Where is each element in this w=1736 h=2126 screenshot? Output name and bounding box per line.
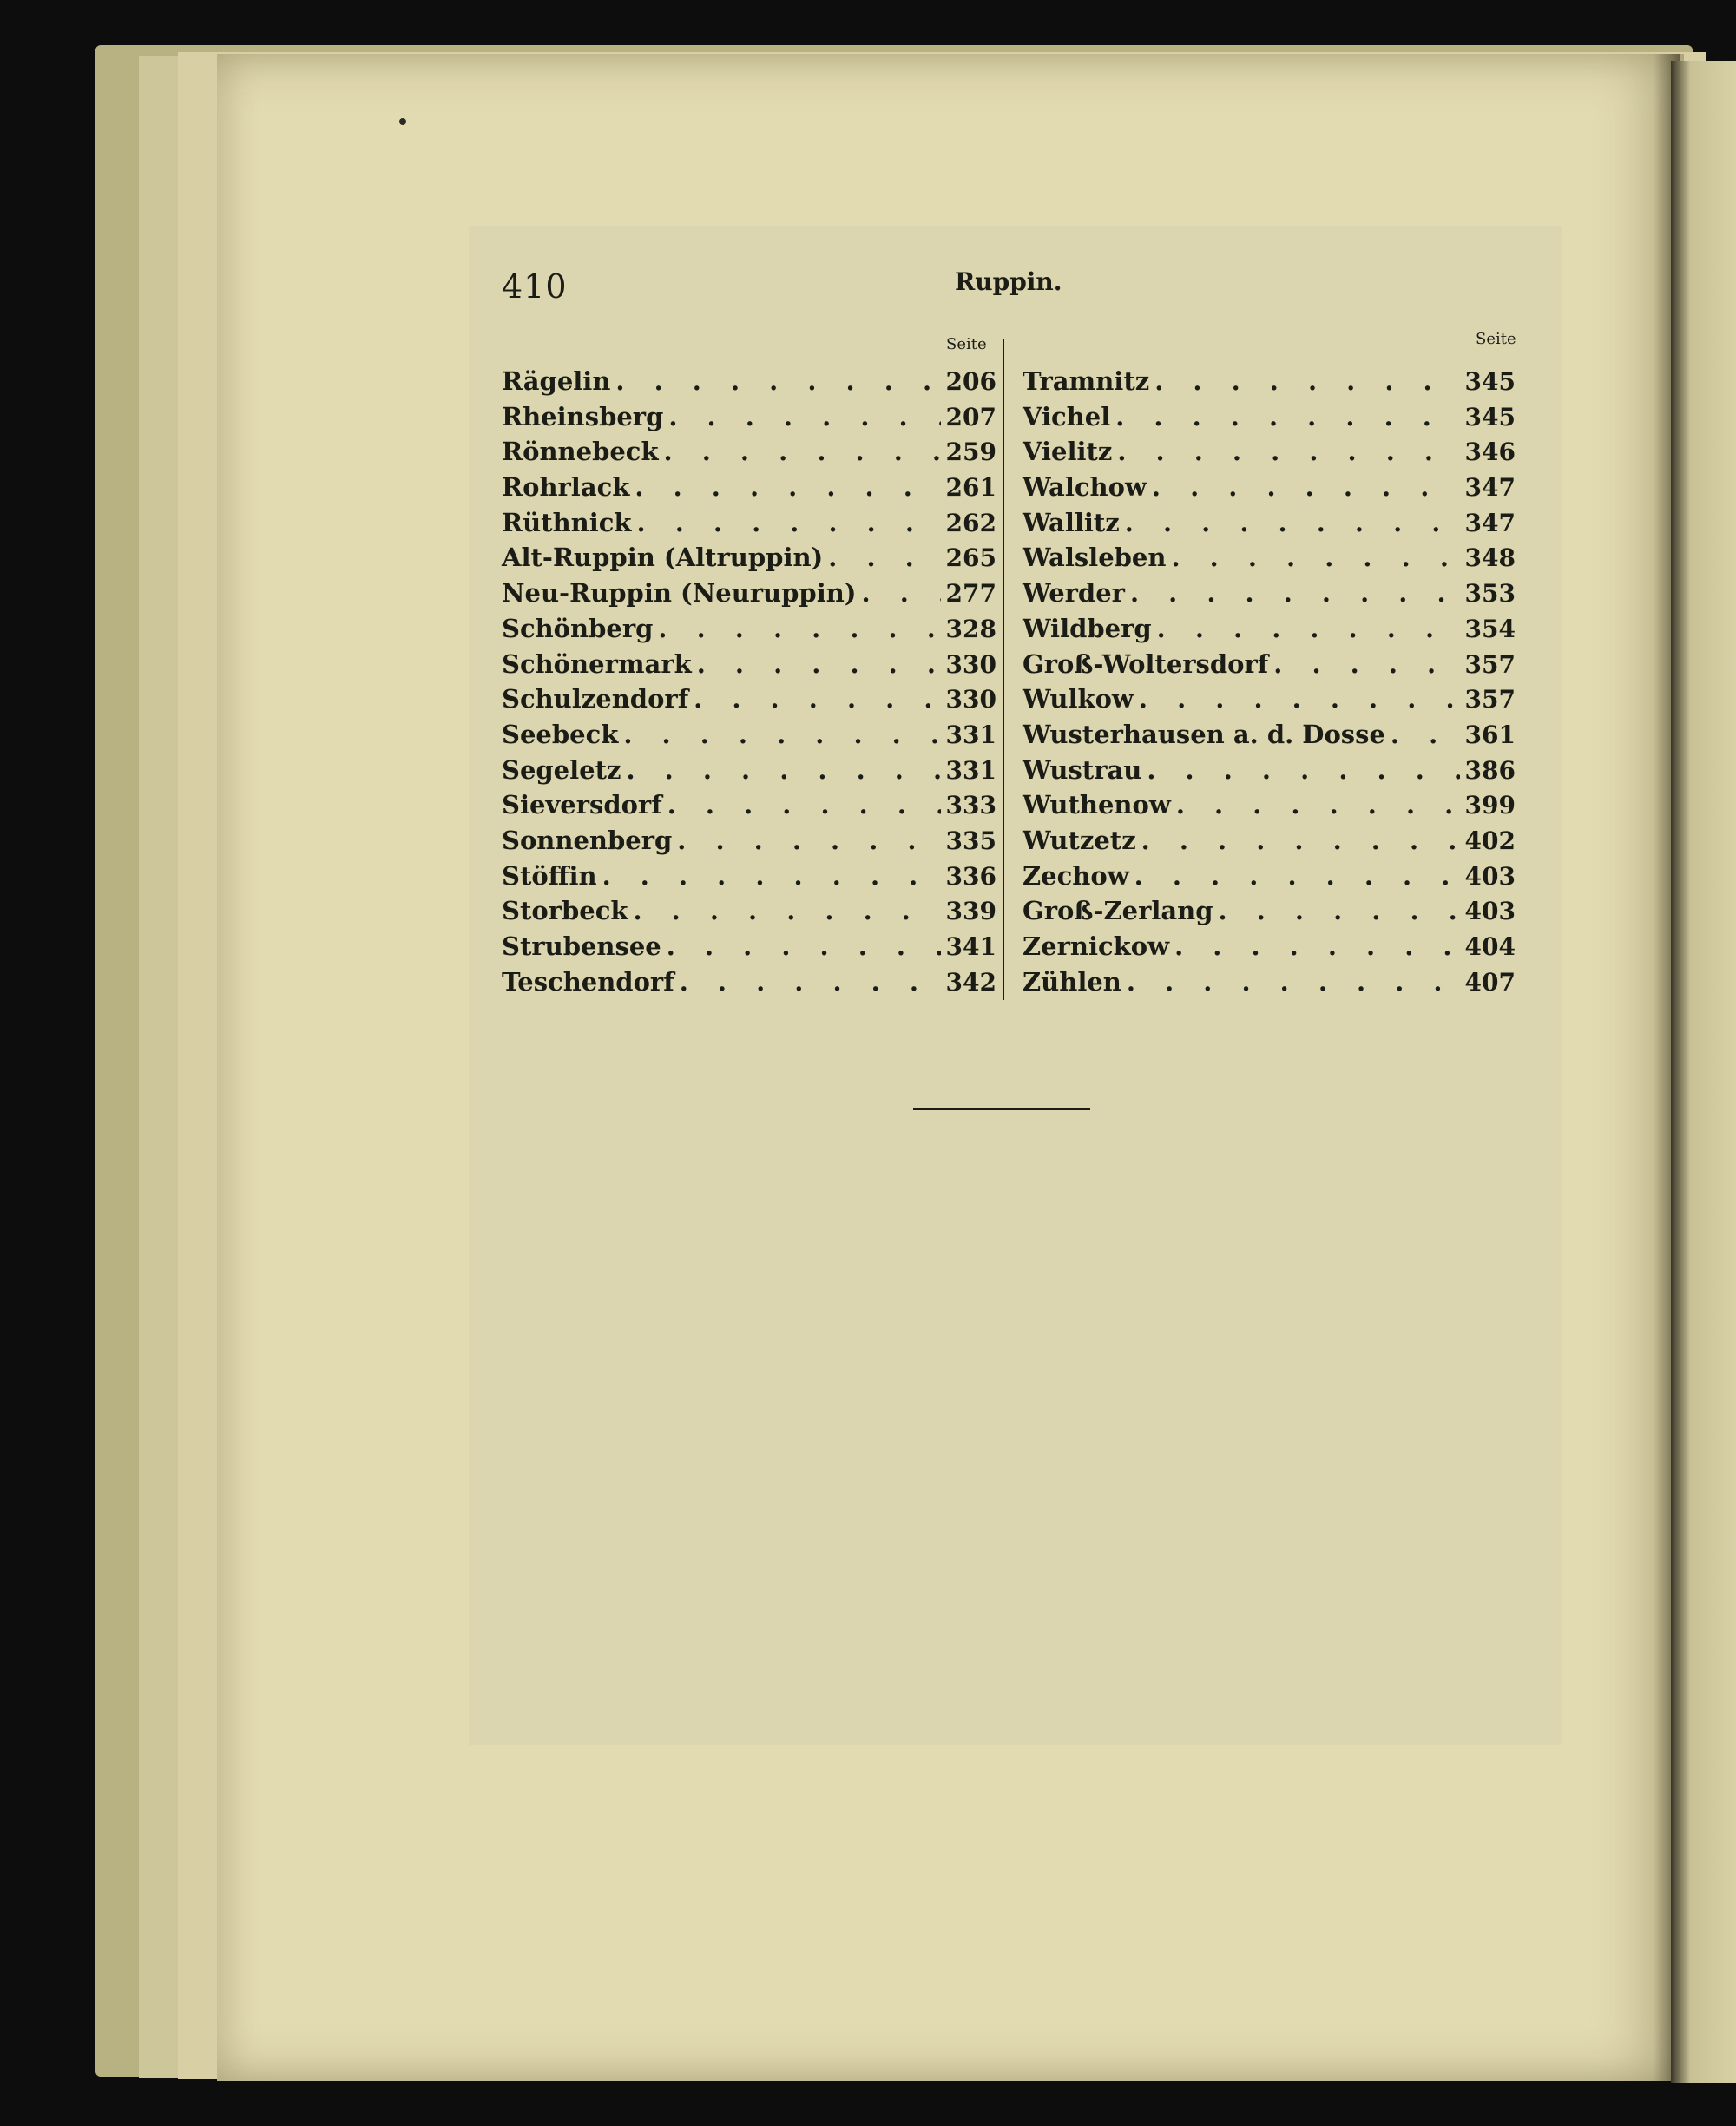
- entry-name: Walchow: [1023, 472, 1147, 503]
- index-entry: [502, 437, 996, 472]
- entry-name: Groß-Woltersdorf: [1023, 648, 1269, 679]
- running-title: Ruppin.: [955, 267, 1062, 296]
- end-rule: [913, 1108, 1090, 1110]
- entry-page: 345: [1464, 402, 1516, 431]
- entry-page: 277: [945, 579, 996, 609]
- entry-page: 345: [1464, 367, 1516, 396]
- entry-name: Wutzetz: [1023, 825, 1136, 855]
- dot-leader: [1130, 578, 1460, 608]
- page-number: 410: [502, 267, 568, 306]
- entry-name: Zernickow: [1023, 931, 1170, 961]
- index-entry: [1023, 896, 1516, 931]
- entry-page: 261: [945, 473, 996, 503]
- dot-leader: [1127, 967, 1460, 997]
- entry-name: Rohrlack: [502, 472, 630, 503]
- dot-leader: [862, 578, 941, 608]
- index-entry: [1023, 508, 1516, 543]
- entry-name: Rägelin: [502, 366, 611, 396]
- entry-name: Sieversdorf: [502, 790, 662, 820]
- ink-speck: [399, 118, 406, 125]
- entry-page: 331: [945, 720, 996, 749]
- entry-page: 342: [945, 967, 996, 997]
- dot-leader: [664, 437, 941, 466]
- entry-page: 262: [945, 508, 996, 537]
- dot-leader: [615, 366, 940, 396]
- index-entry: [1023, 684, 1516, 720]
- index-entry: [502, 826, 996, 861]
- dot-leader: [623, 720, 940, 749]
- entry-page: 354: [1464, 614, 1516, 643]
- index-entry: [1023, 472, 1516, 508]
- entry-page: 330: [945, 685, 996, 714]
- index-entry: [502, 967, 996, 1003]
- entry-name: Teschendorf: [502, 966, 674, 997]
- index-entry: [502, 861, 996, 897]
- dot-leader: [677, 826, 940, 855]
- dot-leader: [667, 790, 941, 819]
- index-entry: [1023, 861, 1516, 897]
- dot-leader: [658, 614, 940, 643]
- index-entry: [502, 508, 996, 543]
- entry-page: 361: [1464, 720, 1516, 749]
- index-entry: [1023, 790, 1516, 826]
- index-entry: [502, 790, 996, 826]
- index-entry: [502, 720, 996, 755]
- entry-page: 207: [945, 402, 996, 431]
- entry-name: Rüthnick: [502, 507, 632, 537]
- dot-leader: [1141, 826, 1460, 855]
- column-label-right: Seite: [1476, 330, 1516, 348]
- entry-page: 206: [945, 367, 996, 396]
- index-entry: [502, 366, 996, 402]
- dot-leader: [680, 967, 941, 997]
- entry-name: Zechow: [1023, 860, 1129, 891]
- dot-leader: [667, 931, 941, 961]
- entry-page: 386: [1464, 755, 1516, 785]
- index-entry: [502, 578, 996, 614]
- entry-page: 333: [945, 791, 996, 820]
- entry-page: 347: [1464, 473, 1516, 503]
- entry-page: 347: [1464, 508, 1516, 537]
- entry-name: Schulzendorf: [502, 684, 689, 714]
- entry-name: Strubensee: [502, 931, 661, 961]
- index-entry: [502, 402, 996, 438]
- dot-leader: [1157, 614, 1460, 643]
- index-entry: [502, 755, 996, 791]
- dot-leader: [1391, 720, 1460, 749]
- entry-name: Tramnitz: [1023, 366, 1150, 396]
- entry-name: Wuthenow: [1023, 790, 1171, 820]
- index-entry: [1023, 649, 1516, 685]
- entry-page: 346: [1464, 438, 1516, 467]
- dot-leader: [1176, 790, 1460, 819]
- dot-leader: [1219, 896, 1460, 925]
- entry-page: 353: [1464, 579, 1516, 609]
- entry-name: Stöffin: [502, 860, 597, 891]
- index-entry: [502, 472, 996, 508]
- dot-leader: [1117, 437, 1459, 466]
- entry-name: Wallitz: [1023, 507, 1120, 537]
- dot-leader: [635, 472, 940, 502]
- dot-leader: [1154, 366, 1459, 396]
- entry-page: 357: [1464, 685, 1516, 714]
- index-entry: [1023, 366, 1516, 402]
- dot-leader: [1171, 543, 1459, 572]
- entry-page: 339: [945, 897, 996, 926]
- index-column-left: [502, 366, 996, 1002]
- index-entry: [1023, 826, 1516, 861]
- entry-name: Wildberg: [1023, 613, 1152, 643]
- index-entry: [1023, 614, 1516, 649]
- dot-leader: [1139, 684, 1460, 714]
- entry-name: Zühlen: [1023, 966, 1121, 997]
- index-entry: [502, 614, 996, 649]
- index-entry: [502, 931, 996, 967]
- index-entry: [1023, 402, 1516, 438]
- column-divider: [1003, 339, 1004, 1000]
- entry-page: 407: [1464, 967, 1516, 997]
- index-entry: [502, 649, 996, 685]
- entry-name: Wusterhausen a. d. Dosse: [1023, 719, 1385, 749]
- entry-page: 348: [1464, 543, 1516, 573]
- entry-name: Schönermark: [502, 648, 692, 679]
- entry-page: 403: [1464, 897, 1516, 926]
- dot-leader: [1125, 508, 1460, 537]
- dot-leader: [1147, 755, 1459, 785]
- entry-name: Rönnebeck: [502, 437, 659, 467]
- entry-page: 357: [1464, 649, 1516, 679]
- index-entry: [1023, 720, 1516, 755]
- entry-name: Wulkow: [1023, 684, 1134, 714]
- dot-leader: [633, 896, 940, 925]
- dot-leader: [1134, 861, 1460, 891]
- entry-page: 331: [945, 755, 996, 785]
- entry-page: 403: [1464, 861, 1516, 891]
- dot-leader: [668, 402, 940, 431]
- entry-page: 265: [945, 543, 996, 573]
- entry-name: Segeletz: [502, 754, 621, 785]
- entry-name: Walsleben: [1023, 543, 1167, 573]
- entry-page: 402: [1464, 826, 1516, 855]
- entry-name: Neu-Ruppin (Neuruppin): [502, 578, 857, 609]
- dot-leader: [697, 649, 941, 679]
- entry-page: 404: [1464, 932, 1516, 961]
- index-entry: [1023, 578, 1516, 614]
- entry-name: Werder: [1023, 578, 1125, 609]
- column-label-left: Seite: [946, 335, 987, 353]
- index-column-right: [1023, 366, 1516, 1002]
- entry-page: 399: [1464, 791, 1516, 820]
- index-entry: [1023, 437, 1516, 472]
- entry-name: Vichel: [1023, 401, 1111, 431]
- entry-name: Vielitz: [1023, 437, 1113, 467]
- index-entry: [1023, 543, 1516, 578]
- entry-name: Storbeck: [502, 896, 628, 926]
- dot-leader: [637, 508, 941, 537]
- entry-page: 330: [945, 649, 996, 679]
- entry-page: 335: [945, 826, 996, 855]
- index-entry: [1023, 967, 1516, 1003]
- entry-name: Groß-Zerlang: [1023, 896, 1213, 926]
- entry-name: Wustrau: [1023, 754, 1142, 785]
- entry-name: Alt-Ruppin (Altruppin): [502, 543, 824, 573]
- index-entry: [502, 543, 996, 578]
- dot-leader: [1115, 402, 1459, 431]
- entry-page: 259: [945, 438, 996, 467]
- facing-page-edge: [1671, 61, 1736, 2083]
- entry-name: Sonnenberg: [502, 825, 673, 855]
- index-entry: [1023, 931, 1516, 967]
- index-entry: [502, 896, 996, 931]
- index-entry: [502, 684, 996, 720]
- entry-page: 341: [945, 932, 996, 961]
- entry-page: 336: [945, 861, 996, 891]
- entry-page: 328: [945, 614, 996, 643]
- entry-name: Rheinsberg: [502, 401, 664, 431]
- index-entry: [1023, 755, 1516, 791]
- dot-leader: [1273, 649, 1459, 679]
- entry-name: Schönberg: [502, 613, 654, 643]
- dot-leader: [828, 543, 940, 572]
- dot-leader: [1174, 931, 1459, 961]
- entry-name: Seebeck: [502, 719, 619, 749]
- dot-leader: [626, 755, 940, 785]
- dot-leader: [1152, 472, 1460, 502]
- dot-leader: [694, 684, 940, 714]
- dot-leader: [602, 861, 941, 891]
